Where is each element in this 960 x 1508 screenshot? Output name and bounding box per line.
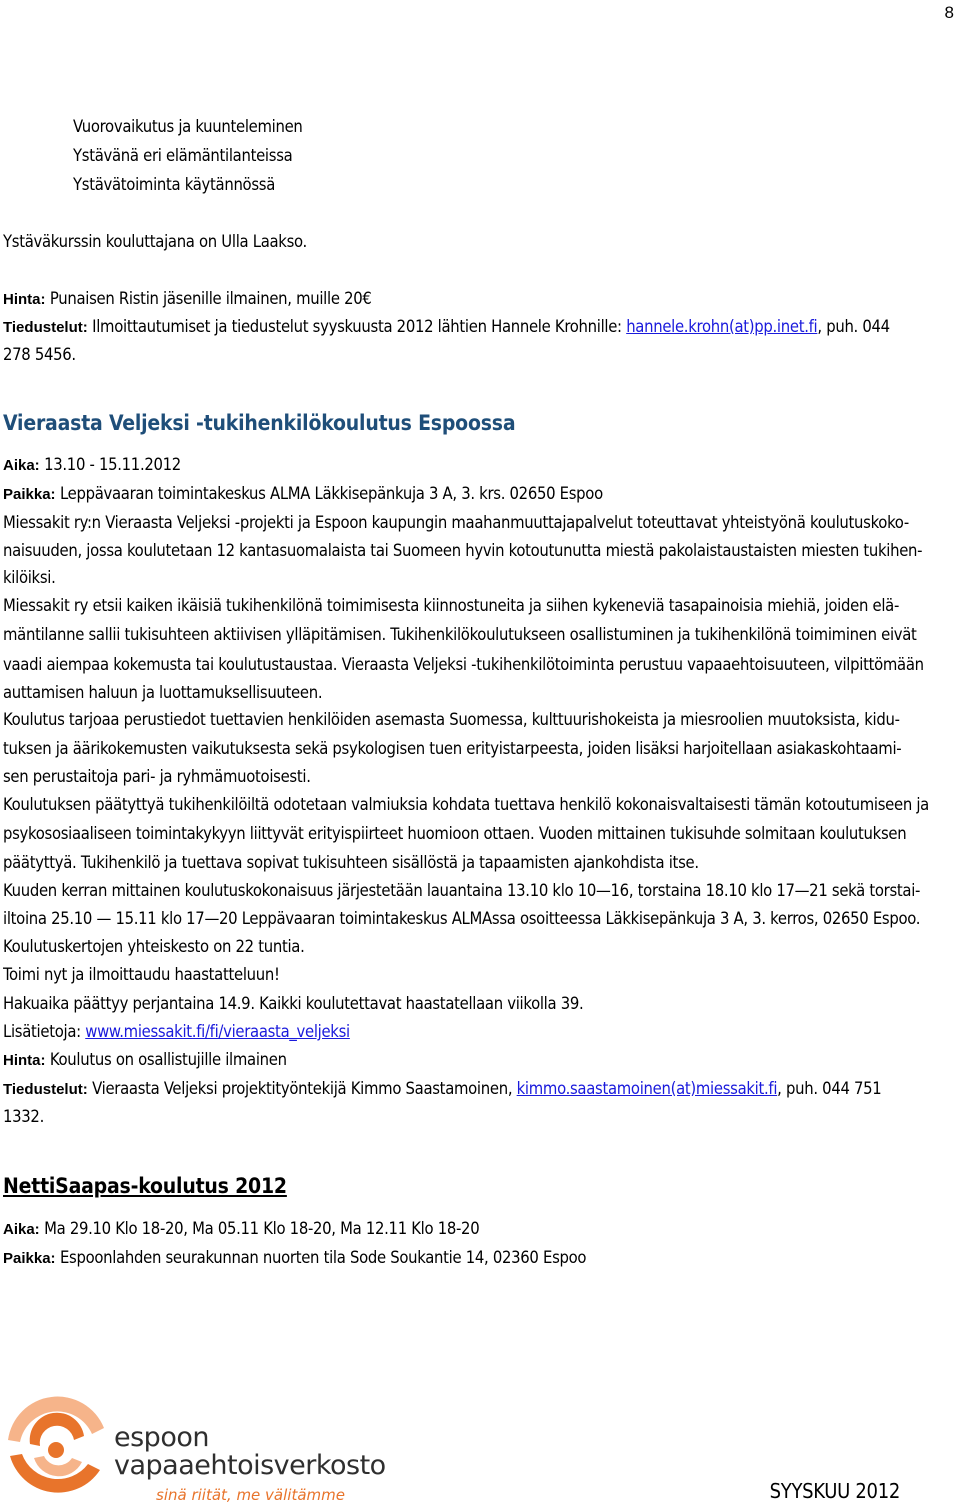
price-label: Hinta:	[3, 291, 46, 308]
trainer-text: Ystäväkurssin kouluttajana on Ulla Laakso.	[3, 232, 307, 251]
body-line: naisuuden, jossa koulutetaan 12 kantasuomalaista tai Suomeen hyvin kotoutunutta miestä pakolaistaustaisten miesten tukihen-	[3, 541, 923, 560]
body-line: Hakuaika päättyy perjantaina 14.9. Kaikki koulutettavat haastatellaan viikolla 39.	[3, 994, 584, 1013]
logo-mark-icon	[0, 1378, 112, 1504]
body-line: Miessakit ry:n Vieraasta Veljeksi -projekti ja Espoon kaupungin maahanmuuttajapalvelut toteuttavat yhteistyönä koulutuskoko-	[3, 513, 909, 532]
body-line: mäntilanne sallii tukisuhteen aktiivisen ylläpitämisen. Tukihenkilökoulutukseen osallistuminen ja tukihenkilönä toimiminen eivät	[3, 625, 917, 644]
contact-line: Tiedustelut: Ilmoittautumiset ja tiedustelut syyskuusta 2012 lähtien Hannele Krohnille: hannele.krohn(at)pp.inet.fi, puh. 044	[3, 317, 890, 336]
footer-date: SYYSKUU 2012	[769, 1479, 900, 1503]
more-info-link[interactable]: www.miessakit.fi/fi/vieraasta_veljeksi	[85, 1022, 350, 1041]
bullet-item: Ystävänä eri elämäntilanteissa	[73, 143, 960, 169]
section-title: NettiSaapas-koulutus 2012	[3, 1174, 287, 1198]
body-line: vaadi aiempaa kokemusta tai koulutustaustaa. Vieraasta Veljeksi -tukihenkilötoiminta perustuu vapaaehtoisuuteen, vilpittömään	[3, 655, 924, 674]
price-line: Hinta: Punaisen Ristin jäsenille ilmainen, muille 20€	[3, 289, 372, 308]
body-line: psykososiaaliseen toimintakykyyn liittyvät erityispiirteet huomioon ottaen. Vuoden mittainen tukisuhde solmitaan koulutuksen	[3, 824, 907, 843]
body-line: Kuuden kerran mittainen koulutuskokonaisuus järjestetään lauantaina 13.10 klo 10—16, torstaina 18.10 klo 17—21 sekä torstai-	[3, 881, 921, 900]
section-title: Vieraasta Veljeksi -tukihenkilökoulutus Espoossa	[3, 411, 516, 435]
logo-wordmark-line2: vapaaehtoisverkosto	[114, 1450, 386, 1481]
place-line: Paikka: Espoonlahden seurakunnan nuorten tila Sode Soukantie 14, 02360 Espoo	[3, 1248, 587, 1267]
body-line: kilöiksi.	[3, 568, 56, 587]
contact-email-link[interactable]: kimmo.saastamoinen(at)miessakit.fi	[516, 1079, 778, 1098]
body-line: iltoina 25.10 — 15.11 klo 17—20 Leppävaaran toimintakeskus ALMAssa osoitteessa Läkkisepänkuja 3 A, 3. kerros, 02650 Espoo.	[3, 909, 921, 928]
contact-email-link[interactable]: hannele.krohn(at)pp.inet.fi	[626, 317, 818, 336]
contact-line: Tiedustelut: Vieraasta Veljeksi projektityöntekijä Kimmo Saastamoinen, kimmo.saastamoinen(at)miessakit.fi, puh. 044 751	[3, 1079, 882, 1098]
price-label: Hinta:	[3, 1052, 46, 1069]
page-number: 8	[944, 3, 954, 22]
place-line: Paikka: Leppävaaran toimintakeskus ALMA Läkkisepänkuja 3 A, 3. krs. 02650 Espoo	[3, 484, 603, 503]
place-label: Paikka:	[3, 486, 56, 503]
time-line: Aika: Ma 29.10 Klo 18-20, Ma 05.11 Klo 18-20, Ma 12.11 Klo 18-20	[3, 1219, 480, 1238]
time-label: Aika:	[3, 457, 40, 474]
price-line: Hinta: Koulutus on osallistujille ilmainen	[3, 1050, 287, 1069]
body-line: Koulutuskertojen yhteiskesto on 22 tuntia.	[3, 937, 305, 956]
body-line: Miessakit ry etsii kaiken ikäisiä tukihenkilönä toimimisesta kiinnostuneita ja siihen kykeneviä tasapainoisia miehiä, joiden elä-	[3, 596, 900, 615]
time-line: Aika: 13.10 - 15.11.2012	[3, 455, 181, 474]
bullet-item: Ystävätoiminta käytännössä	[73, 172, 960, 198]
place-label: Paikka:	[3, 1250, 56, 1267]
logo-slogan: sinä riität, me välitämme	[156, 1486, 345, 1504]
contact-line-continued: 1332.	[3, 1107, 44, 1126]
more-info-line: Lisätietoja: www.miessakit.fi/fi/vieraasta_veljeksi	[3, 1022, 350, 1041]
contact-label: Tiedustelut:	[3, 319, 88, 336]
body-line: päätyttyä. Tukihenkilö ja tuettava sopivat tukisuhteen sisällöstä ja tapaamisten ajankohdista itse.	[3, 853, 699, 872]
bullet-item: Vuorovaikutus ja kuunteleminen	[73, 114, 960, 140]
body-line: Koulutus tarjoaa perustiedot tuettavien henkilöiden asemasta Suomessa, kulttuurishokeista ja miesroolien muutoksista, kidu-	[3, 710, 900, 729]
espoo-volunteer-network-logo	[0, 1378, 386, 1504]
body-line: auttamisen haluun ja luottamuksellisuuteen.	[3, 683, 323, 702]
body-line: Toimi nyt ja ilmoittaudu haastatteluun!	[3, 965, 280, 984]
time-label: Aika:	[3, 1221, 40, 1238]
contact-line-continued: 278 5456.	[3, 345, 76, 364]
contact-label: Tiedustelut:	[3, 1081, 88, 1098]
body-line: tuksen ja äärikokemusten vaikutuksesta sekä psykologisen tuen erityistarpeesta, joiden lisäksi harjoitellaan asiakaskohtaami-	[3, 739, 902, 758]
logo-wordmark-line1: espoon	[114, 1422, 209, 1453]
body-line: sen perustaitoja pari- ja ryhmämuotoisesti.	[3, 767, 311, 786]
body-line: Koulutuksen päätyttyä tukihenkilöiltä odotetaan valmiuksia kohdata tuettava henkilö kokonaisvaltaisesti tämän kotoutumiseen ja	[3, 795, 929, 814]
